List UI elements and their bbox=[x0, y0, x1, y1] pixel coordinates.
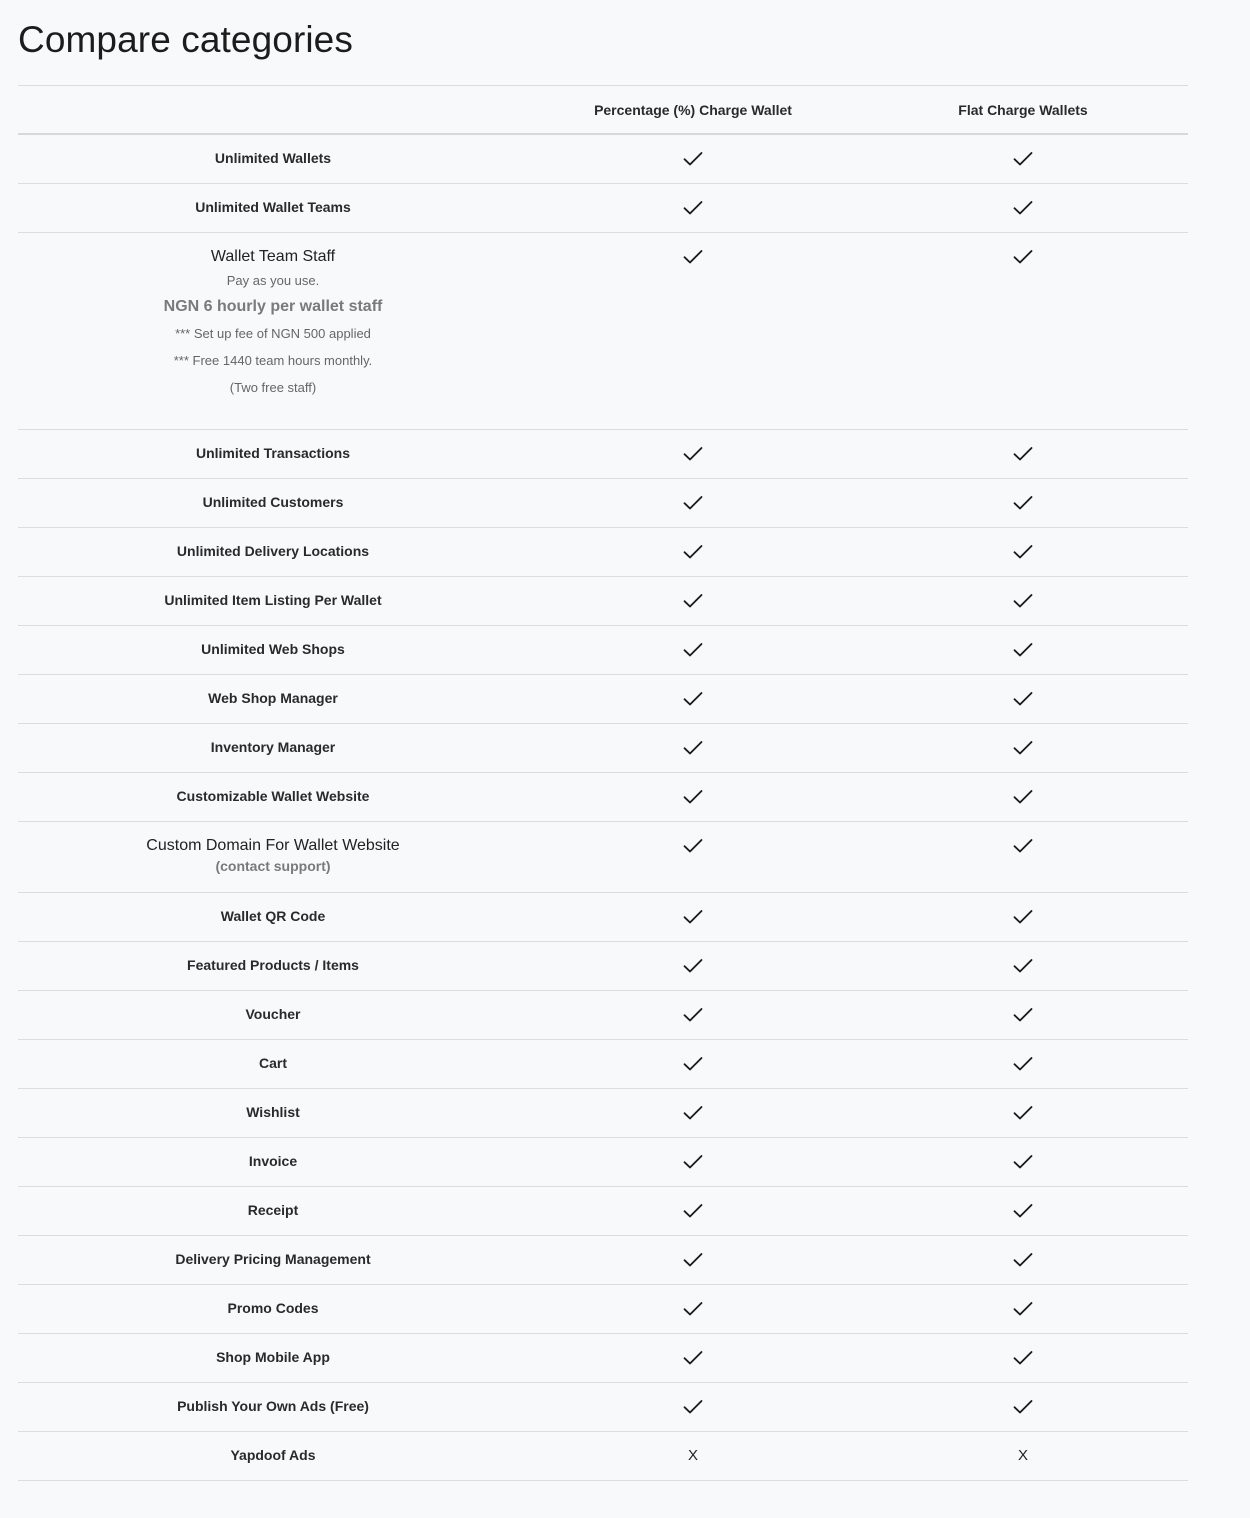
check-icon bbox=[1013, 151, 1033, 167]
table-row bbox=[18, 822, 1188, 893]
feature-label: Shop Mobile App bbox=[216, 1349, 330, 1365]
feature-cell-custom-domain-for-wallet-website bbox=[18, 837, 528, 878]
check-icon bbox=[683, 1056, 703, 1072]
flat-cell bbox=[858, 1300, 1188, 1317]
check-icon bbox=[683, 1203, 703, 1219]
table-row bbox=[18, 233, 1188, 430]
x-mark: X bbox=[1017, 1447, 1028, 1464]
flat-cell bbox=[858, 1447, 1188, 1464]
feature-label: Delivery Pricing Management bbox=[175, 1251, 371, 1267]
check-icon bbox=[1013, 1056, 1033, 1072]
header-percentage-charge-wallet: Percentage (%) Charge Wallet bbox=[594, 101, 792, 118]
flat-cell bbox=[858, 248, 1188, 265]
flat-cell bbox=[858, 1251, 1188, 1268]
percentage-cell bbox=[528, 248, 858, 265]
flat-cell bbox=[858, 1202, 1188, 1219]
feature-cell-unlimited-item-listing-per-wallet bbox=[18, 592, 528, 609]
table-row bbox=[18, 479, 1188, 528]
percentage-cell bbox=[528, 1006, 858, 1023]
check-icon bbox=[683, 789, 703, 805]
feature-cell-voucher bbox=[18, 1006, 528, 1023]
table-row bbox=[18, 724, 1188, 773]
feature-label: Wallet QR Code bbox=[220, 908, 326, 924]
percentage-cell bbox=[528, 199, 858, 216]
contact-support-note: (contact support) bbox=[215, 858, 331, 874]
table-row bbox=[18, 184, 1188, 233]
feature-cell-unlimited-customers bbox=[18, 494, 528, 511]
table-row bbox=[18, 135, 1188, 184]
check-icon bbox=[1013, 1252, 1033, 1268]
check-icon bbox=[1013, 909, 1033, 925]
flat-cell bbox=[858, 1349, 1188, 1366]
page-title: Compare categories bbox=[18, 19, 353, 60]
feature-cell-receipt bbox=[18, 1202, 528, 1219]
table-row bbox=[18, 1138, 1188, 1187]
flat-cell bbox=[858, 543, 1188, 560]
flat-cell bbox=[858, 592, 1188, 609]
check-icon bbox=[1013, 642, 1033, 658]
feature-label: Unlimited Delivery Locations bbox=[176, 543, 370, 559]
check-icon bbox=[683, 544, 703, 560]
flat-cell bbox=[858, 908, 1188, 925]
check-icon bbox=[1013, 1301, 1033, 1317]
feature-cell-featured-products-items bbox=[18, 957, 528, 974]
staff-price-note: NGN 6 hourly per wallet staff bbox=[163, 298, 383, 315]
check-icon bbox=[683, 958, 703, 974]
feature-cell-unlimited-delivery-locations bbox=[18, 543, 528, 560]
feature-cell-customizable-wallet-website bbox=[18, 788, 528, 805]
feature-cell-promo-codes bbox=[18, 1300, 528, 1317]
feature-cell-unlimited-transactions bbox=[18, 445, 528, 462]
table-row bbox=[18, 1236, 1188, 1285]
table-row bbox=[18, 1187, 1188, 1236]
check-icon bbox=[683, 593, 703, 609]
feature-label: Featured Products / Items bbox=[187, 957, 359, 973]
feature-cell-wallet-qr-code bbox=[18, 908, 528, 925]
check-icon bbox=[683, 838, 703, 854]
percentage-cell bbox=[528, 445, 858, 462]
feature-label: Wallet Team Staff bbox=[210, 248, 336, 265]
check-icon bbox=[1013, 838, 1033, 854]
table-row bbox=[18, 893, 1188, 942]
feature-label: Unlimited Wallet Teams bbox=[195, 199, 351, 215]
feature-cell-wallet-team-staff bbox=[18, 248, 528, 401]
feature-cell-invoice bbox=[18, 1153, 528, 1170]
feature-cell-inventory-manager bbox=[18, 739, 528, 756]
flat-cell bbox=[858, 788, 1188, 805]
flat-cell bbox=[858, 957, 1188, 974]
check-icon bbox=[683, 249, 703, 265]
check-icon bbox=[683, 1350, 703, 1366]
percentage-cell bbox=[528, 1055, 858, 1072]
feature-label: Cart bbox=[258, 1055, 287, 1071]
check-icon bbox=[1013, 1350, 1033, 1366]
check-icon bbox=[683, 1399, 703, 1415]
check-icon bbox=[683, 495, 703, 511]
table-header-row bbox=[18, 86, 1188, 135]
check-icon bbox=[1013, 1105, 1033, 1121]
feature-cell-unlimited-wallets bbox=[18, 150, 528, 167]
feature-label: Unlimited Transactions bbox=[195, 445, 351, 461]
check-icon bbox=[1013, 544, 1033, 560]
flat-cell bbox=[858, 150, 1188, 167]
feature-label: Wishlist bbox=[246, 1104, 300, 1120]
feature-label: Yapdoof Ads bbox=[230, 1447, 316, 1463]
percentage-cell bbox=[528, 641, 858, 658]
table-row bbox=[18, 1089, 1188, 1138]
check-icon bbox=[1013, 200, 1033, 216]
table-row bbox=[18, 1432, 1188, 1481]
check-icon bbox=[683, 1105, 703, 1121]
x-mark: X bbox=[687, 1447, 698, 1464]
check-icon bbox=[1013, 691, 1033, 707]
check-icon bbox=[1013, 740, 1033, 756]
check-icon bbox=[683, 1252, 703, 1268]
percentage-cell bbox=[528, 957, 858, 974]
percentage-cell bbox=[528, 739, 858, 756]
feature-label: Inventory Manager bbox=[210, 739, 336, 755]
check-icon bbox=[1013, 593, 1033, 609]
staff-free-staff-note: (Two free staff) bbox=[229, 380, 317, 395]
feature-label: Promo Codes bbox=[227, 1300, 319, 1316]
staff-setup-note: *** Set up fee of NGN 500 applied bbox=[175, 326, 371, 341]
percentage-cell bbox=[528, 1251, 858, 1268]
feature-cell-web-shop-manager bbox=[18, 690, 528, 707]
table-row bbox=[18, 1383, 1188, 1432]
check-icon bbox=[1013, 446, 1033, 462]
flat-cell bbox=[858, 837, 1188, 854]
table-row bbox=[18, 577, 1188, 626]
percentage-cell bbox=[528, 1398, 858, 1415]
table-row bbox=[18, 942, 1188, 991]
percentage-cell bbox=[528, 837, 858, 854]
percentage-cell bbox=[528, 1153, 858, 1170]
percentage-cell bbox=[528, 690, 858, 707]
check-icon bbox=[1013, 495, 1033, 511]
check-icon bbox=[1013, 249, 1033, 265]
check-icon bbox=[683, 642, 703, 658]
table-row bbox=[18, 1040, 1188, 1089]
feature-label: Custom Domain For Wallet Website bbox=[146, 837, 400, 854]
percentage-cell bbox=[528, 494, 858, 511]
percentage-cell bbox=[528, 908, 858, 925]
feature-cell-cart bbox=[18, 1055, 528, 1072]
flat-cell bbox=[858, 445, 1188, 462]
check-icon bbox=[1013, 1203, 1033, 1219]
flat-cell bbox=[858, 1398, 1188, 1415]
check-icon bbox=[683, 1154, 703, 1170]
percentage-cell bbox=[528, 543, 858, 560]
feature-label: Unlimited Customers bbox=[202, 494, 344, 510]
table-row bbox=[18, 528, 1188, 577]
comparison-table bbox=[18, 85, 1188, 1481]
feature-cell-wishlist bbox=[18, 1104, 528, 1121]
flat-cell bbox=[858, 739, 1188, 756]
header-flat-charge-wallets: Flat Charge Wallets bbox=[958, 101, 1088, 118]
percentage-cell bbox=[528, 1349, 858, 1366]
feature-cell-yapdoof-ads bbox=[18, 1447, 528, 1464]
check-icon bbox=[1013, 1007, 1033, 1023]
table-row bbox=[18, 991, 1188, 1040]
flat-cell bbox=[858, 1055, 1188, 1072]
flat-cell bbox=[858, 690, 1188, 707]
flat-cell bbox=[858, 199, 1188, 216]
check-icon bbox=[683, 151, 703, 167]
table-row bbox=[18, 430, 1188, 479]
percentage-cell bbox=[528, 788, 858, 805]
feature-cell-delivery-pricing-management bbox=[18, 1251, 528, 1268]
feature-cell-publish-your-own-ads-free bbox=[18, 1398, 528, 1415]
percentage-cell bbox=[528, 1104, 858, 1121]
table-row bbox=[18, 626, 1188, 675]
feature-label: Receipt bbox=[247, 1202, 299, 1218]
flat-cell bbox=[858, 641, 1188, 658]
feature-cell-shop-mobile-app bbox=[18, 1349, 528, 1366]
check-icon bbox=[683, 200, 703, 216]
check-icon bbox=[683, 1007, 703, 1023]
check-icon bbox=[683, 1301, 703, 1317]
flat-cell bbox=[858, 1153, 1188, 1170]
check-icon bbox=[1013, 958, 1033, 974]
feature-label: Unlimited Wallets bbox=[214, 150, 332, 166]
feature-label: Unlimited Web Shops bbox=[201, 641, 345, 657]
check-icon bbox=[1013, 789, 1033, 805]
flat-cell bbox=[858, 1104, 1188, 1121]
feature-label: Unlimited Item Listing Per Wallet bbox=[164, 592, 382, 608]
feature-label: Invoice bbox=[248, 1153, 298, 1169]
check-icon bbox=[1013, 1399, 1033, 1415]
feature-label: Publish Your Own Ads (Free) bbox=[177, 1398, 369, 1414]
feature-label: Voucher bbox=[245, 1006, 301, 1022]
table-row bbox=[18, 1285, 1188, 1334]
staff-free-hours-note: *** Free 1440 team hours monthly. bbox=[173, 353, 373, 368]
feature-cell-unlimited-wallet-teams bbox=[18, 199, 528, 216]
percentage-cell bbox=[528, 1300, 858, 1317]
feature-label: Web Shop Manager bbox=[208, 690, 338, 706]
table-row bbox=[18, 1334, 1188, 1383]
check-icon bbox=[683, 740, 703, 756]
table-row bbox=[18, 675, 1188, 724]
check-icon bbox=[683, 446, 703, 462]
check-icon bbox=[1013, 1154, 1033, 1170]
check-icon bbox=[683, 909, 703, 925]
table-row bbox=[18, 773, 1188, 822]
percentage-cell bbox=[528, 592, 858, 609]
check-icon bbox=[683, 691, 703, 707]
flat-cell bbox=[858, 494, 1188, 511]
feature-label: Customizable Wallet Website bbox=[176, 788, 370, 804]
flat-cell bbox=[858, 1006, 1188, 1023]
percentage-cell bbox=[528, 1447, 858, 1464]
table-body bbox=[18, 135, 1188, 1481]
percentage-cell bbox=[528, 150, 858, 167]
feature-cell-unlimited-web-shops bbox=[18, 641, 528, 658]
percentage-cell bbox=[528, 1202, 858, 1219]
staff-pay-note: Pay as you use. bbox=[226, 273, 320, 288]
